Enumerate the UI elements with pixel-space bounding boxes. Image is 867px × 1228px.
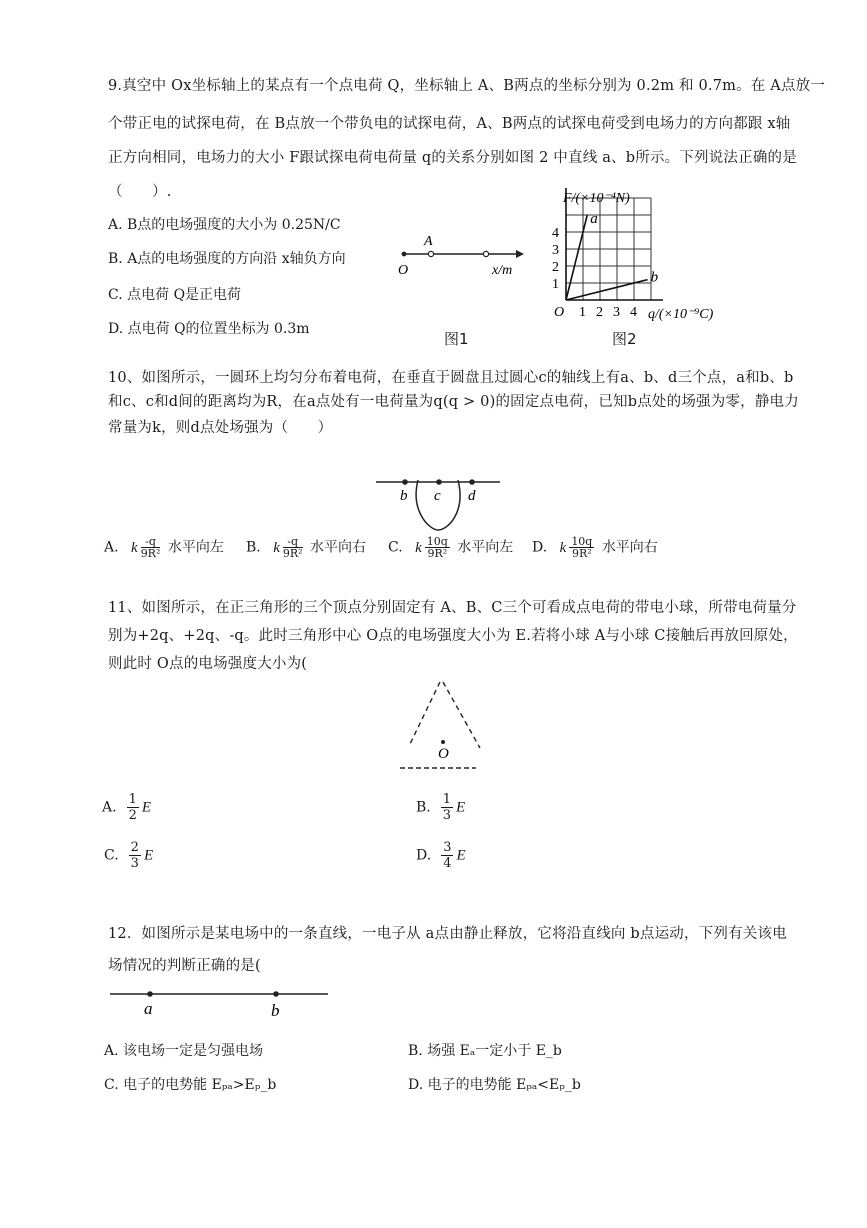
chart-series <box>566 211 659 300</box>
x-tick-label: 2 <box>596 305 603 320</box>
denominator: 2 <box>128 808 137 823</box>
numerator: -q <box>141 536 161 548</box>
label-a: a <box>144 999 153 1018</box>
direction: 水平向左 <box>457 539 514 556</box>
point-b <box>483 251 488 256</box>
label-x: x/m <box>492 263 513 278</box>
triangle-right-side <box>443 682 480 748</box>
constant-k: k <box>273 539 280 556</box>
chart-y-axis-label: F/(×10⁻⁴N) <box>563 191 630 206</box>
y-tick-label: 2 <box>552 260 559 275</box>
q9-figure-2-caption: 图2 <box>612 330 637 348</box>
label-d: d <box>468 488 476 504</box>
fraction <box>425 536 450 559</box>
option-letter: C. <box>388 539 403 556</box>
constant-k: k <box>415 539 422 556</box>
q11-stem-line2: 别为+2q、+2q、-q。此时三角形中心 O点的电场强度大小为 E.若将小球 A与小球 C接触后再放回原处， <box>108 628 798 644</box>
q12-stem-line2: 场情况的判断正确的是( <box>108 958 261 974</box>
fraction <box>441 840 453 871</box>
q9-figure-2-chart <box>540 180 740 330</box>
origin-point <box>402 252 407 257</box>
unit-e: E <box>143 847 154 864</box>
q9-figure-1-caption: 图1 <box>444 330 469 348</box>
fraction <box>129 840 141 871</box>
fraction <box>141 536 161 559</box>
denominator: 4 <box>443 856 452 871</box>
numerator: 2 <box>130 840 139 855</box>
label-b: b <box>271 1001 280 1020</box>
option-letter: D. <box>416 847 432 864</box>
unit-e: E <box>141 799 152 816</box>
direction: 水平向右 <box>310 539 367 556</box>
point-c <box>436 479 442 485</box>
q12-figure <box>106 984 334 1024</box>
option-letter: C. <box>104 847 119 864</box>
fraction <box>569 536 594 559</box>
q12-option-a[interactable]: A. 该电场一定是匀强电场 <box>104 1043 264 1059</box>
q9-option-d[interactable]: D. 点电荷 Q的位置坐标为 0.3m <box>108 321 310 337</box>
chart-origin-label: O <box>554 305 565 320</box>
numerator: 10q <box>426 535 448 548</box>
triangle-left-side <box>410 682 440 744</box>
fraction <box>127 792 139 823</box>
q9-option-b[interactable]: B. A点的电场强度的方向沿 x轴负方向 <box>108 251 346 267</box>
q9-figure-1 <box>390 228 530 284</box>
point-b <box>273 991 279 997</box>
center-point <box>441 740 445 744</box>
unit-e: E <box>456 847 466 864</box>
q10-stem-line1: 10、如图所示，一圆环上均匀分布着电荷，在垂直于圆盘且过圆心c的轴线上有a、b、d三个点，a和b、b <box>108 370 794 386</box>
denominator: 9R² <box>571 547 592 560</box>
q11-figure-triangle <box>388 676 498 780</box>
q11-option-d[interactable] <box>416 840 466 871</box>
label-o: O <box>398 263 409 278</box>
q11-option-a[interactable] <box>102 792 151 823</box>
constant-k: k <box>131 539 138 556</box>
q10-stem-line3: 常量为k，则d点处场强为（ ） <box>108 420 333 436</box>
denominator: 3 <box>442 808 452 823</box>
label-b: b <box>400 488 408 504</box>
q9-stem-line3: 正方向相同，电场力的大小 F跟试探电荷电荷量 q的关系分别如图 2 中直线 a、b所示。下列说法正确的是 <box>108 150 797 166</box>
x-axis-arrow <box>516 250 524 258</box>
point-a <box>428 251 433 256</box>
fraction <box>441 792 453 823</box>
option-letter: A. <box>102 799 117 816</box>
q10-option-b[interactable] <box>246 536 366 559</box>
series-label-b: b <box>650 269 659 286</box>
q12-option-b[interactable]: B. 场强 Eₐ一定小于 E_b <box>408 1043 562 1059</box>
y-tick-label: 3 <box>552 243 559 258</box>
q11-option-b[interactable] <box>416 792 465 823</box>
denominator: 9R² <box>140 547 161 560</box>
numerator: 1 <box>128 792 137 807</box>
direction: 水平向右 <box>601 539 658 556</box>
q10-option-d[interactable] <box>532 536 658 559</box>
q11-stem-line1: 11、如图所示，在正三角形的三个顶点分别固定有 A、B、C三个可看成点电荷的带电小球，所带电荷量分 <box>108 600 797 616</box>
denominator: 3 <box>130 856 139 871</box>
label-a: A <box>424 234 433 249</box>
option-letter: B. <box>416 799 431 816</box>
numerator: -q <box>283 536 303 548</box>
q12-option-c[interactable]: C. 电子的电势能 Eₚₐ>Eₚ_b <box>104 1077 277 1093</box>
q9-option-a[interactable]: A. B点的电场强度的大小为 0.25N/C <box>108 217 341 233</box>
series-line-a <box>566 215 587 300</box>
label-c: c <box>434 488 441 504</box>
denominator: 9R² <box>282 547 303 560</box>
chart-x-axis-label: q/(×10⁻⁹C) <box>648 307 714 322</box>
unit-e: E <box>456 799 466 816</box>
option-letter: B. <box>246 539 261 556</box>
fraction <box>283 536 303 559</box>
y-tick-label: 1 <box>552 277 559 292</box>
option-letter: A. <box>104 539 119 556</box>
constant-k: k <box>559 539 567 556</box>
point-a <box>147 991 153 997</box>
q10-stem-line2: 和c、c和d间的距离均为R，在a点处有一电荷量为q(q > 0)的固定点电荷，已知b点处的场强为零，静电力 <box>108 394 799 410</box>
numerator: 1 <box>442 792 452 807</box>
option-letter: D. <box>532 539 548 556</box>
chart-ticks <box>552 226 637 320</box>
q10-figure <box>372 468 507 540</box>
x-tick-label: 4 <box>630 305 637 320</box>
q12-stem-line1: 12．如图所示是某电场中的一条直线，一电子从 a点由静止释放，它将沿直线向 b点运动，下列有关该电 <box>108 926 787 942</box>
q11-stem-line3: 则此时 O点的电场强度大小为( <box>108 656 308 672</box>
point-b <box>402 479 408 485</box>
q9-option-c[interactable]: C. 点电荷 Q是正电荷 <box>108 287 242 303</box>
q11-option-c[interactable] <box>104 840 153 871</box>
q9-stem-line4: （ ）. <box>108 184 172 200</box>
label-o: O <box>438 746 449 762</box>
q9-stem-line1: 9.真空中 Ox坐标轴上的某点有一个点电荷 Q，坐标轴上 A、B两点的坐标分别为 0.2m 和 0.7m。在 A点放一 <box>108 78 826 94</box>
x-tick-label: 1 <box>579 305 586 320</box>
point-d <box>469 479 475 485</box>
numerator: 3 <box>443 840 452 855</box>
direction: 水平向左 <box>167 539 224 556</box>
q10-option-a[interactable] <box>104 536 224 559</box>
q10-option-c[interactable] <box>388 536 513 559</box>
numerator: 10q <box>571 535 593 548</box>
q9-stem-line2: 个带正电的试探电荷，在 B点放一个带负电的试探电荷，A、B两点的试探电荷受到电场力的方向都跟 x轴 <box>108 116 791 132</box>
y-tick-label: 4 <box>552 226 559 241</box>
q12-option-d[interactable]: D. 电子的电势能 Eₚₐ<Eₚ_b <box>408 1077 581 1093</box>
x-tick-label: 3 <box>613 305 620 320</box>
denominator: 9R² <box>427 547 448 560</box>
series-label-a: a <box>590 211 598 227</box>
